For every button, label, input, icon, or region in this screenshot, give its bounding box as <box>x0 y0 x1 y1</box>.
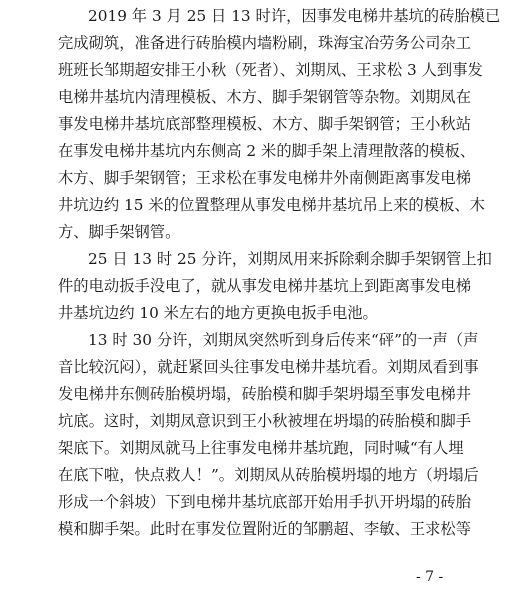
paragraph-3-line-5: 架底下。刘期凤就马上往事发电梯井基坑跑，同时喊“有人埋 <box>58 439 464 457</box>
paragraph-1-line-4: 电梯井基坑内清理模板、木方、脚手架钢管等杂物。刘期凤在 <box>58 88 472 106</box>
paragraph-1-line-6: 在事发电梯井基坑内东侧高 2 米的脚手架上清理散落的模板、 <box>58 142 476 160</box>
paragraph-1-line-2: 完成砌筑，准备进行砖胎模内墙粉刷，珠海宝冶劳务公司杂工 <box>58 34 472 52</box>
paragraph-1-line-1: 2019 年 3 月 25 日 13 时许，因事发电梯井基坑的砖胎模已 <box>88 7 501 25</box>
paragraph-3-line-2: 音比较沉闷），就赶紧回头往事发电梯井基坑看。刘期凤看到事 <box>58 358 479 376</box>
paragraph-3-line-1: 13 时 30 分许，刘期凤突然听到身后传来“砰”的一声（声 <box>88 331 479 349</box>
paragraph-3-line-4: 坑底。这时，刘期凤意识到王小秋被埋在坍塌的砖胎模和脚手 <box>58 412 472 430</box>
paragraph-2-line-3: 井基坑边约 10 米左右的地方更换电扳手电池。 <box>58 304 378 322</box>
paragraph-1-line-5: 事发电梯井基坑底部整理模板、木方、脚手架钢管；王小秋站 <box>58 115 472 133</box>
paragraph-3-line-8: 模和脚手架。此时在事发位置附近的邹鹏超、李敏、王求松等 <box>58 520 472 538</box>
paragraph-1-line-8: 井坑边约 15 米的位置整理从事发电梯井基坑吊上来的模板、木 <box>58 196 485 214</box>
paragraph-2-line-2: 件的电动扳手没电了，就从事发电梯井基坑上到距离事发电梯 <box>58 277 472 295</box>
paragraph-1-line-3: 班班长邹期超安排王小秋（死者）、刘期凤、王求松 3 人到事发 <box>58 61 483 79</box>
paragraph-2-line-1: 25 日 13 时 25 分许，刘期凤用来拆除剩余脚手架钢管上扣 <box>88 250 492 268</box>
paragraph-3-line-6: 在底下啦，快点救人！”。刘期凤从砖胎模坍塌的地方（坍塌后 <box>58 466 479 484</box>
page-number: - 7 - <box>416 569 444 585</box>
paragraph-1-line-9: 方、脚手架钢管。 <box>58 223 181 241</box>
paragraph-3-line-3: 发电梯井东侧砖胎模坍塌，砖胎模和脚手架坍塌至事发电梯井 <box>58 385 472 403</box>
paragraph-1-line-7: 木方、脚手架钢管；王求松在事发电梯井外南侧距离事发电梯 <box>58 169 472 187</box>
paragraph-3-line-7: 形成一个斜坡）下到电梯井基坑底部开始用手扒开坍塌的砖胎 <box>58 493 472 511</box>
